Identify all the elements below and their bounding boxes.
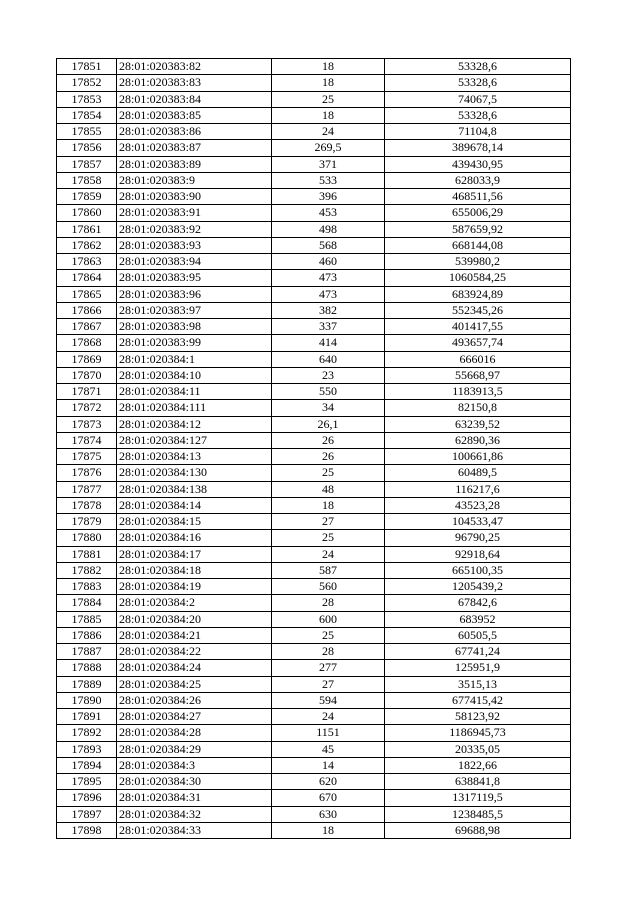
cadastral-number-cell: 28:01:020383:87 [117,140,272,156]
row-number-cell: 17852 [57,75,117,91]
area-cell: 18 [272,497,385,513]
row-number-cell: 17890 [57,692,117,708]
cadastral-number-cell: 28:01:020384:15 [117,514,272,530]
cadastral-value-table [56,58,571,839]
cadastral-number-cell: 28:01:020383:84 [117,91,272,107]
row-number-cell: 17894 [57,757,117,773]
cadastral-value-cell: 668144,08 [385,237,571,253]
table-row [57,725,571,741]
table-row [57,221,571,237]
cadastral-value-cell: 53328,6 [385,107,571,123]
cadastral-value-cell: 116217,6 [385,481,571,497]
row-number-cell: 17866 [57,302,117,318]
cadastral-value-cell: 82150,8 [385,400,571,416]
row-number-cell: 17865 [57,286,117,302]
cadastral-value-cell: 100661,86 [385,449,571,465]
row-number-cell: 17873 [57,416,117,432]
cadastral-number-cell: 28:01:020384:127 [117,432,272,448]
cadastral-value-cell: 439430,95 [385,156,571,172]
cadastral-number-cell: 28:01:020383:98 [117,319,272,335]
area-cell: 48 [272,481,385,497]
area-cell: 27 [272,676,385,692]
cadastral-value-cell: 3515,13 [385,676,571,692]
table-row [57,790,571,806]
cadastral-number-cell: 28:01:020384:26 [117,692,272,708]
table-row [57,335,571,351]
area-cell: 25 [272,530,385,546]
table-row [57,75,571,91]
area-cell: 453 [272,205,385,221]
cadastral-value-cell: 1183913,5 [385,384,571,400]
area-cell: 14 [272,757,385,773]
table-row [57,416,571,432]
row-number-cell: 17891 [57,709,117,725]
cadastral-value-cell: 493657,74 [385,335,571,351]
cadastral-number-cell: 28:01:020383:83 [117,75,272,91]
cadastral-value-cell: 666016 [385,351,571,367]
table-row [57,351,571,367]
cadastral-number-cell: 28:01:020383:99 [117,335,272,351]
table-row [57,302,571,318]
row-number-cell: 17882 [57,562,117,578]
table-row [57,627,571,643]
cadastral-number-cell: 28:01:020384:19 [117,579,272,595]
row-number-cell: 17887 [57,644,117,660]
row-number-cell: 17884 [57,595,117,611]
cadastral-value-cell: 1060584,25 [385,270,571,286]
table-row [57,367,571,383]
cadastral-value-cell: 1205439,2 [385,579,571,595]
cadastral-number-cell: 28:01:020384:29 [117,741,272,757]
cadastral-value-cell: 53328,6 [385,75,571,91]
cadastral-value-cell: 539980,2 [385,254,571,270]
area-cell: 25 [272,465,385,481]
cadastral-number-cell: 28:01:020384:30 [117,774,272,790]
area-cell: 24 [272,709,385,725]
row-number-cell: 17869 [57,351,117,367]
area-cell: 24 [272,124,385,140]
cadastral-number-cell: 28:01:020383:9 [117,172,272,188]
area-cell: 18 [272,75,385,91]
cadastral-number-cell: 28:01:020384:31 [117,790,272,806]
area-cell: 587 [272,562,385,578]
table-row [57,205,571,221]
table-row [57,286,571,302]
table-row [57,822,571,838]
row-number-cell: 17878 [57,497,117,513]
cadastral-number-cell: 28:01:020383:85 [117,107,272,123]
table-row [57,530,571,546]
cadastral-value-cell: 468511,56 [385,189,571,205]
area-cell: 473 [272,286,385,302]
table-row [57,237,571,253]
table-row [57,270,571,286]
cadastral-number-cell: 28:01:020383:82 [117,59,272,75]
row-number-cell: 17872 [57,400,117,416]
area-cell: 337 [272,319,385,335]
row-number-cell: 17868 [57,335,117,351]
cadastral-value-cell: 655006,29 [385,205,571,221]
cadastral-number-cell: 28:01:020384:32 [117,806,272,822]
cadastral-value-cell: 71104,8 [385,124,571,140]
cadastral-value-cell: 1317119,5 [385,790,571,806]
table-row [57,676,571,692]
cadastral-number-cell: 28:01:020383:97 [117,302,272,318]
area-cell: 277 [272,660,385,676]
row-number-cell: 17877 [57,481,117,497]
table-row [57,172,571,188]
row-number-cell: 17889 [57,676,117,692]
cadastral-number-cell: 28:01:020384:25 [117,676,272,692]
cadastral-value-cell: 677415,42 [385,692,571,708]
row-number-cell: 17898 [57,822,117,838]
area-cell: 568 [272,237,385,253]
table-row [57,156,571,172]
cadastral-number-cell: 28:01:020383:93 [117,237,272,253]
cadastral-value-cell: 67842,6 [385,595,571,611]
cadastral-value-cell: 63239,52 [385,416,571,432]
row-number-cell: 17861 [57,221,117,237]
table-row [57,806,571,822]
cadastral-number-cell: 28:01:020384:11 [117,384,272,400]
area-cell: 28 [272,644,385,660]
area-cell: 25 [272,91,385,107]
area-cell: 594 [272,692,385,708]
row-number-cell: 17893 [57,741,117,757]
cadastral-value-cell: 62890,36 [385,432,571,448]
cadastral-number-cell: 28:01:020383:96 [117,286,272,302]
row-number-cell: 17856 [57,140,117,156]
table-row [57,319,571,335]
area-cell: 600 [272,611,385,627]
cadastral-number-cell: 28:01:020384:3 [117,757,272,773]
area-cell: 414 [272,335,385,351]
area-cell: 23 [272,367,385,383]
cadastral-value-cell: 683952 [385,611,571,627]
cadastral-value-cell: 125951,9 [385,660,571,676]
cadastral-value-cell: 69688,98 [385,822,571,838]
cadastral-number-cell: 28:01:020384:13 [117,449,272,465]
cadastral-number-cell: 28:01:020384:10 [117,367,272,383]
cadastral-number-cell: 28:01:020384:111 [117,400,272,416]
cadastral-number-cell: 28:01:020384:12 [117,416,272,432]
row-number-cell: 17874 [57,432,117,448]
cadastral-number-cell: 28:01:020384:138 [117,481,272,497]
table-row [57,741,571,757]
area-cell: 473 [272,270,385,286]
cadastral-number-cell: 28:01:020384:1 [117,351,272,367]
cadastral-number-cell: 28:01:020383:92 [117,221,272,237]
table-row [57,660,571,676]
row-number-cell: 17886 [57,627,117,643]
row-number-cell: 17853 [57,91,117,107]
table-row [57,481,571,497]
cadastral-value-cell: 665100,35 [385,562,571,578]
row-number-cell: 17879 [57,514,117,530]
cadastral-number-cell: 28:01:020384:33 [117,822,272,838]
area-cell: 34 [272,400,385,416]
cadastral-number-cell: 28:01:020384:21 [117,627,272,643]
table-row [57,644,571,660]
area-cell: 640 [272,351,385,367]
cadastral-number-cell: 28:01:020383:89 [117,156,272,172]
area-cell: 28 [272,595,385,611]
cadastral-value-cell: 552345,26 [385,302,571,318]
area-cell: 18 [272,107,385,123]
table-row [57,465,571,481]
row-number-cell: 17871 [57,384,117,400]
cadastral-number-cell: 28:01:020384:2 [117,595,272,611]
cadastral-number-cell: 28:01:020383:90 [117,189,272,205]
cadastral-value-cell: 1238485,5 [385,806,571,822]
row-number-cell: 17880 [57,530,117,546]
cadastral-number-cell: 28:01:020384:20 [117,611,272,627]
cadastral-number-cell: 28:01:020384:28 [117,725,272,741]
area-cell: 26 [272,432,385,448]
cadastral-value-cell: 401417,55 [385,319,571,335]
table-row [57,449,571,465]
cadastral-number-cell: 28:01:020383:86 [117,124,272,140]
row-number-cell: 17883 [57,579,117,595]
table-row [57,384,571,400]
table-row [57,107,571,123]
row-number-cell: 17896 [57,790,117,806]
table-row [57,400,571,416]
table-row [57,757,571,773]
area-cell: 560 [272,579,385,595]
area-cell: 24 [272,546,385,562]
cadastral-number-cell: 28:01:020384:16 [117,530,272,546]
table-row [57,692,571,708]
cadastral-number-cell: 28:01:020384:22 [117,644,272,660]
row-number-cell: 17875 [57,449,117,465]
row-number-cell: 17857 [57,156,117,172]
cadastral-number-cell: 28:01:020384:130 [117,465,272,481]
area-cell: 533 [272,172,385,188]
table-row [57,497,571,513]
table-row [57,774,571,790]
area-cell: 382 [272,302,385,318]
cadastral-value-cell: 1822,66 [385,757,571,773]
area-cell: 550 [272,384,385,400]
area-cell: 620 [272,774,385,790]
row-number-cell: 17860 [57,205,117,221]
area-cell: 630 [272,806,385,822]
table-row [57,432,571,448]
row-number-cell: 17881 [57,546,117,562]
cadastral-number-cell: 28:01:020383:91 [117,205,272,221]
table-row [57,514,571,530]
cadastral-value-cell: 67741,24 [385,644,571,660]
cadastral-value-cell: 92918,64 [385,546,571,562]
table-body [57,59,571,839]
cadastral-number-cell: 28:01:020384:14 [117,497,272,513]
area-cell: 1151 [272,725,385,741]
cadastral-value-cell: 43523,28 [385,497,571,513]
area-cell: 26 [272,449,385,465]
cadastral-value-cell: 628033,9 [385,172,571,188]
cadastral-number-cell: 28:01:020384:24 [117,660,272,676]
row-number-cell: 17864 [57,270,117,286]
row-number-cell: 17897 [57,806,117,822]
cadastral-value-cell: 587659,92 [385,221,571,237]
area-cell: 18 [272,822,385,838]
table-row [57,546,571,562]
area-cell: 269,5 [272,140,385,156]
table-row [57,189,571,205]
cadastral-number-cell: 28:01:020383:95 [117,270,272,286]
area-cell: 670 [272,790,385,806]
cadastral-value-cell: 96790,25 [385,530,571,546]
row-number-cell: 17895 [57,774,117,790]
area-cell: 45 [272,741,385,757]
cadastral-value-cell: 104533,47 [385,514,571,530]
area-cell: 26,1 [272,416,385,432]
table-row [57,579,571,595]
cadastral-value-cell: 60505,5 [385,627,571,643]
row-number-cell: 17892 [57,725,117,741]
area-cell: 18 [272,59,385,75]
cadastral-value-cell: 683924,89 [385,286,571,302]
cadastral-value-cell: 60489,5 [385,465,571,481]
row-number-cell: 17888 [57,660,117,676]
row-number-cell: 17885 [57,611,117,627]
cadastral-value-cell: 58123,92 [385,709,571,725]
cadastral-number-cell: 28:01:020384:27 [117,709,272,725]
row-number-cell: 17858 [57,172,117,188]
table-row [57,595,571,611]
cadastral-value-cell: 638841,8 [385,774,571,790]
table-row [57,59,571,75]
row-number-cell: 17870 [57,367,117,383]
table-row [57,124,571,140]
row-number-cell: 17851 [57,59,117,75]
table-row [57,709,571,725]
cadastral-value-cell: 20335,05 [385,741,571,757]
table-row [57,140,571,156]
area-cell: 460 [272,254,385,270]
cadastral-value-cell: 74067,5 [385,91,571,107]
table-row [57,254,571,270]
cadastral-number-cell: 28:01:020384:17 [117,546,272,562]
cadastral-value-cell: 53328,6 [385,59,571,75]
row-number-cell: 17862 [57,237,117,253]
table-row [57,611,571,627]
row-number-cell: 17855 [57,124,117,140]
cadastral-value-cell: 55668,97 [385,367,571,383]
row-number-cell: 17854 [57,107,117,123]
area-cell: 27 [272,514,385,530]
table-row [57,562,571,578]
row-number-cell: 17863 [57,254,117,270]
cadastral-number-cell: 28:01:020384:18 [117,562,272,578]
area-cell: 396 [272,189,385,205]
area-cell: 371 [272,156,385,172]
cadastral-number-cell: 28:01:020383:94 [117,254,272,270]
row-number-cell: 17859 [57,189,117,205]
area-cell: 498 [272,221,385,237]
row-number-cell: 17867 [57,319,117,335]
cadastral-value-cell: 1186945,73 [385,725,571,741]
cadastral-value-cell: 389678,14 [385,140,571,156]
row-number-cell: 17876 [57,465,117,481]
area-cell: 25 [272,627,385,643]
table-row [57,91,571,107]
